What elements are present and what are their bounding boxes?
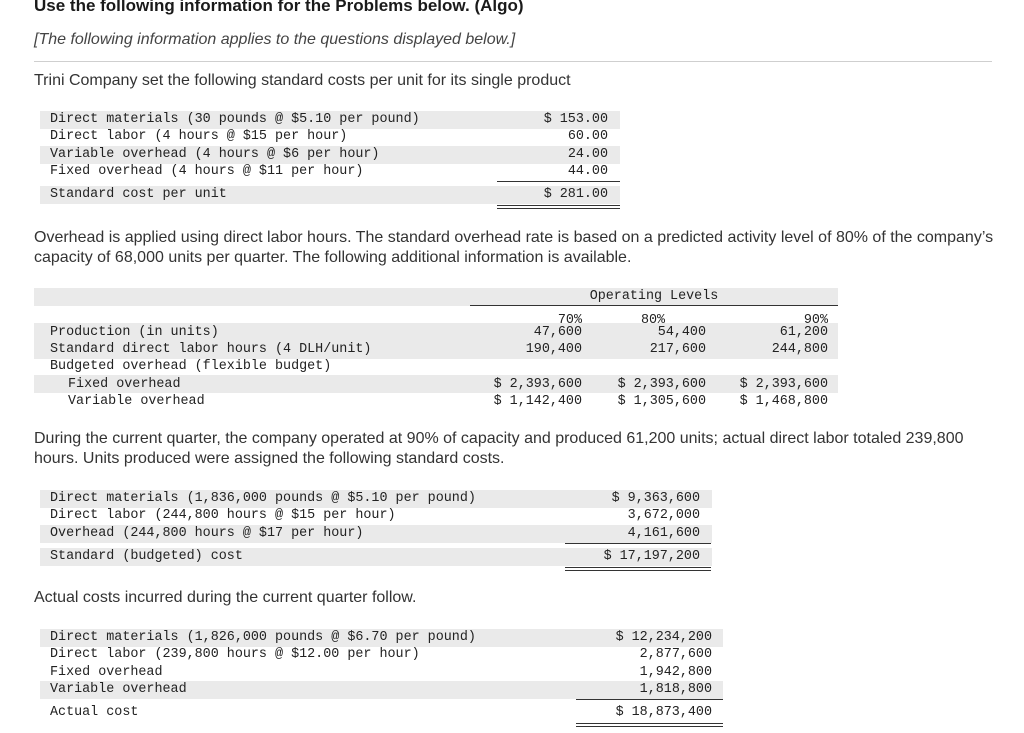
- actual-row-value: 1,942,800: [639, 665, 712, 680]
- actual-row-value: $ 12,234,200: [615, 630, 712, 645]
- actual-row-label: Variable overhead: [50, 682, 187, 697]
- col-header-70: 70%: [557, 313, 582, 328]
- actual-total-label: Actual cost: [50, 705, 139, 720]
- assigned-total-label: Standard (budgeted) cost: [50, 549, 243, 564]
- assigned-row-value: 3,672,000: [627, 508, 700, 523]
- std-row-label: Direct materials (30 pounds @ $5.10 per pound): [50, 112, 420, 127]
- assigned-row-label: Direct labor (244,800 hours @ $15 per hour): [50, 508, 396, 523]
- header-rule: [470, 305, 838, 306]
- std-total-value: $ 281.00: [543, 187, 608, 202]
- actual-row-label: Direct labor (239,800 hours @ $12.00 per hour): [50, 647, 420, 662]
- overhead-paragraph: Overhead is applied using direct labor hours. The standard overhead rate is based on a predicted activity level of 80% of the company’s capacity of 68,000 units per quarter. The following additional information is available.: [34, 229, 994, 266]
- actual-row-value: 1,818,800: [639, 682, 712, 697]
- std-row-value: 24.00: [567, 147, 608, 162]
- std-row-label: Direct labor (4 hours @ $15 per hour): [50, 129, 348, 144]
- std-row-value: 60.00: [567, 129, 608, 144]
- actual-row-label: Direct materials (1,826,000 pounds @ $6.70 per pound): [50, 630, 476, 645]
- subtotal-rule: [497, 181, 620, 182]
- std-row-label: Variable overhead (4 hours @ $6 per hour): [50, 147, 380, 162]
- std-total-label: Standard cost per unit: [50, 187, 227, 202]
- total-double-rule: [565, 567, 711, 571]
- assigned-row-value: 4,161,600: [627, 526, 700, 541]
- std-row-value: 44.00: [567, 164, 608, 179]
- op-row-label: Production (in units): [50, 325, 219, 340]
- op-cell: $ 2,393,600: [493, 377, 582, 392]
- quarter-paragraph: During the current quarter, the company operated at 90% of capacity and produced 61,200 units; actual direct labor totaled 239,800 hours. Units produced were assigned the following standard costs.: [34, 430, 964, 467]
- subtotal-rule: [565, 543, 711, 544]
- actual-total-value: $ 18,873,400: [615, 705, 712, 720]
- actual-intro-text: Actual costs incurred during the current quarter follow.: [34, 589, 417, 606]
- assigned-row-value: $ 9,363,600: [611, 491, 700, 506]
- page-subtitle: [The following information applies to the questions displayed below.]: [34, 31, 516, 48]
- op-cell: 54,400: [657, 325, 706, 340]
- op-row-label: Variable overhead: [68, 394, 205, 409]
- op-row-label: Standard direct labor hours (4 DLH/unit): [50, 342, 372, 357]
- assigned-row-label: Direct materials (1,836,000 pounds @ $5.10 per pound): [50, 491, 476, 506]
- intro-text: Trini Company set the following standard costs per unit for its single product: [34, 72, 571, 89]
- op-cell: $ 1,468,800: [739, 394, 828, 409]
- header-divider: [34, 61, 992, 62]
- op-row-label: Fixed overhead: [68, 377, 181, 392]
- std-row-label: Fixed overhead (4 hours @ $11 per hour): [50, 164, 364, 179]
- op-cell: 47,600: [533, 325, 582, 340]
- assigned-row-label: Overhead (244,800 hours @ $17 per hour): [50, 526, 364, 541]
- op-cell: $ 1,305,600: [617, 394, 706, 409]
- op-cell: $ 2,393,600: [739, 377, 828, 392]
- col-header-80: 80%: [640, 313, 666, 328]
- op-cell: 190,400: [525, 342, 582, 357]
- op-row-label: Budgeted overhead (flexible budget): [50, 359, 332, 374]
- operating-levels-header: Operating Levels: [589, 289, 719, 304]
- actual-row-value: 2,877,600: [639, 647, 712, 662]
- actual-row-label: Fixed overhead: [50, 665, 163, 680]
- op-cell: $ 1,142,400: [493, 394, 582, 409]
- op-cell: 217,600: [649, 342, 706, 357]
- op-cell: 61,200: [779, 325, 828, 340]
- col-header-90: 90%: [803, 313, 828, 328]
- std-row-value: $ 153.00: [543, 112, 608, 127]
- assigned-total-value: $ 17,197,200: [603, 549, 700, 564]
- subtotal-rule: [576, 699, 723, 700]
- total-double-rule: [576, 723, 723, 727]
- op-cell: $ 2,393,600: [617, 377, 706, 392]
- page-title: Use the following information for the Problems below. (Algo): [34, 0, 524, 15]
- total-double-rule: [497, 205, 620, 209]
- op-cell: 244,800: [771, 342, 828, 357]
